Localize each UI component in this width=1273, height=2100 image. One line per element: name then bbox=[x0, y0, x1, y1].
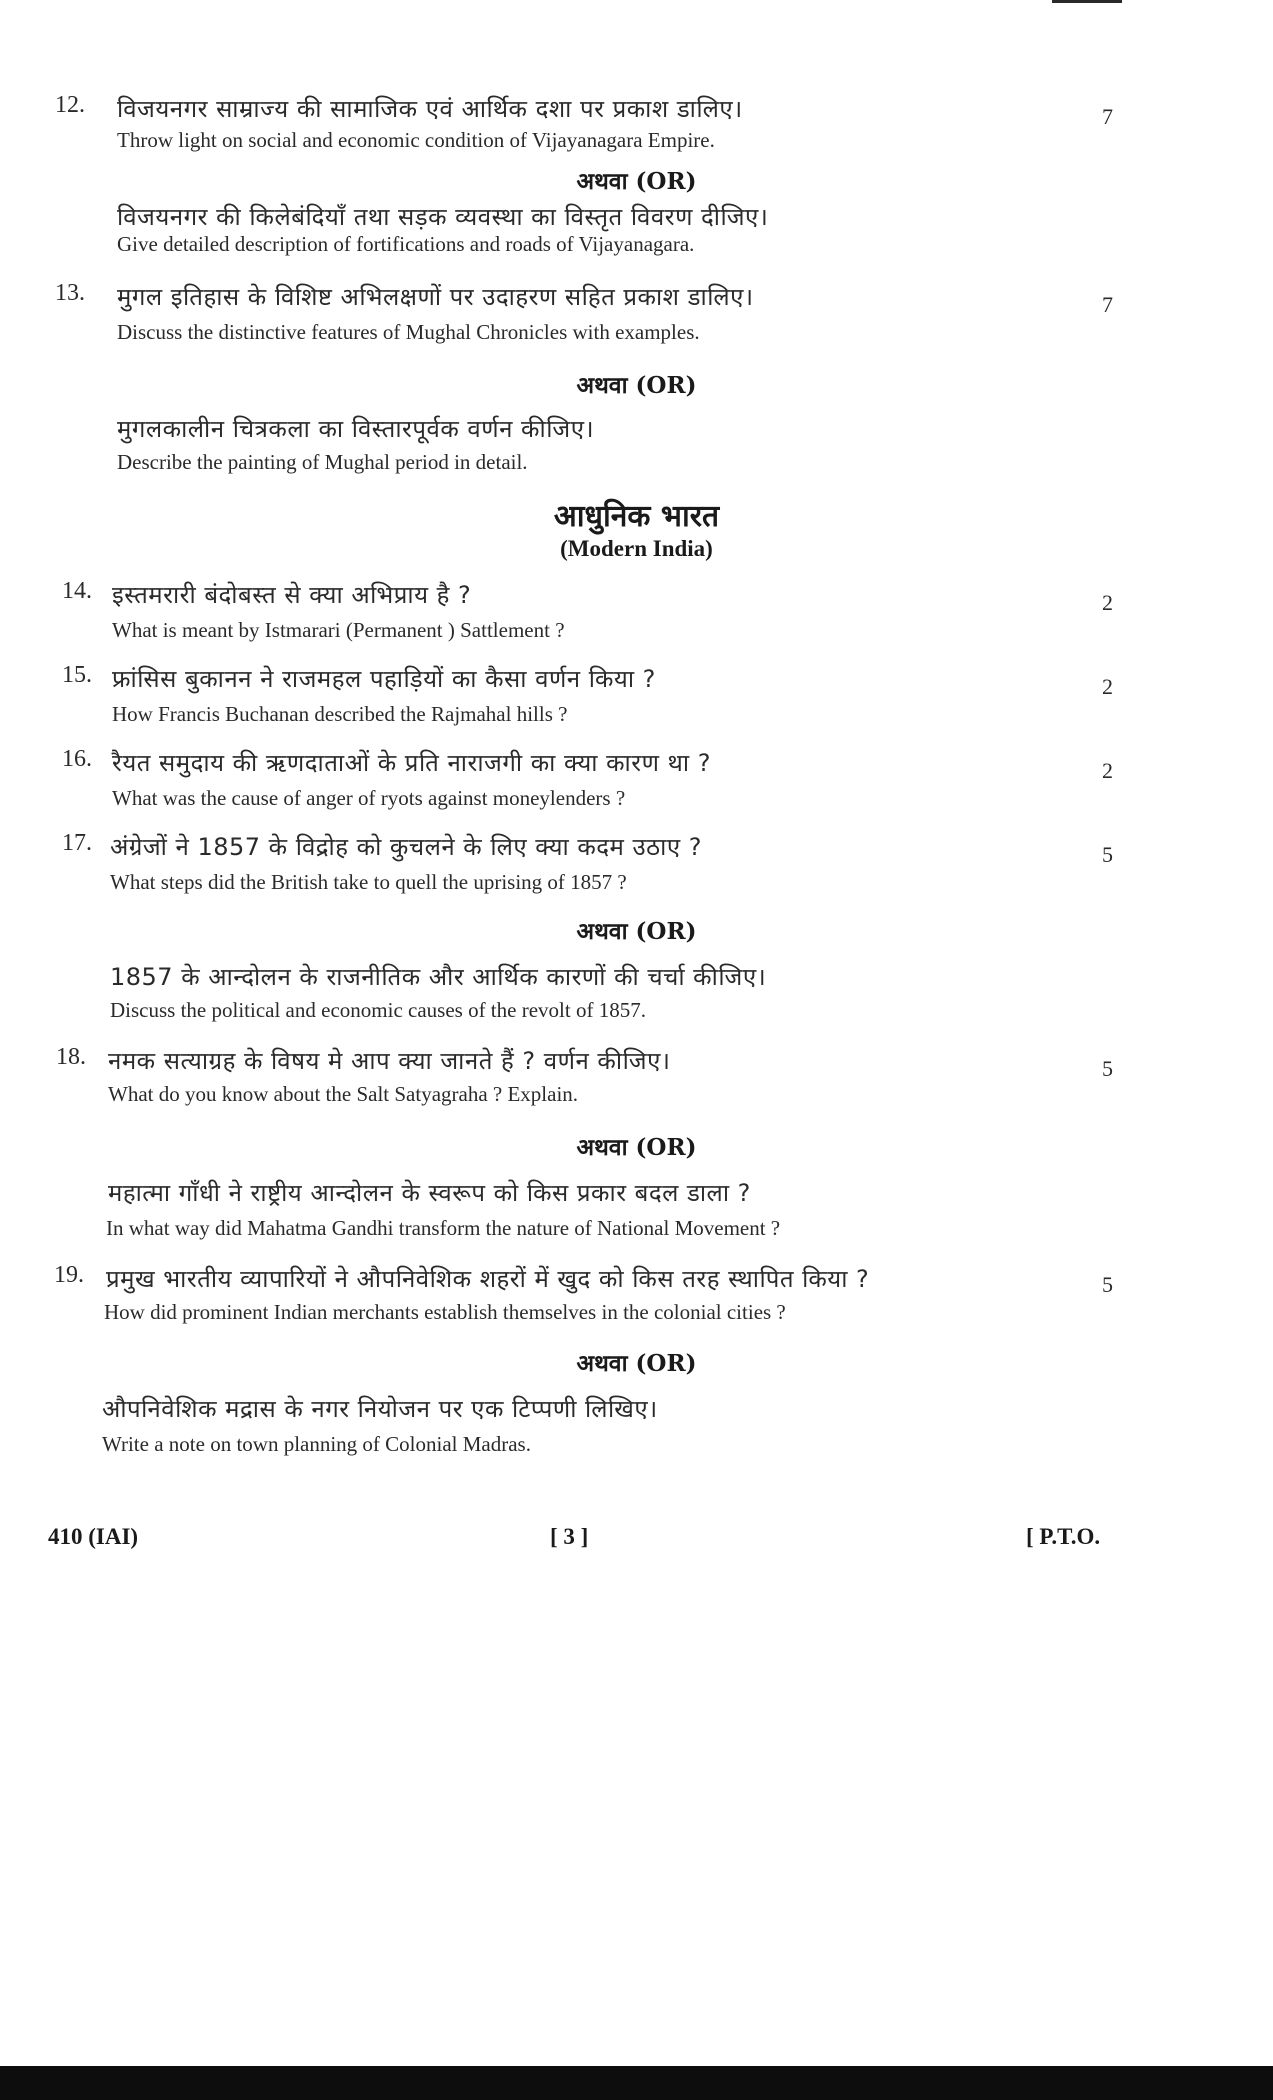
question-text-english: How did prominent Indian merchants establish themselves in the colonial cities ? bbox=[104, 1300, 786, 1324]
alternative-text-english: Describe the painting of Mughal period in detail. bbox=[117, 450, 528, 474]
question-text-english: Discuss the distinctive features of Mughal Chronicles with examples. bbox=[117, 320, 700, 344]
question-text-english: What steps did the British take to quell the uprising of 1857 ? bbox=[110, 870, 627, 894]
question-number: 16. bbox=[62, 746, 92, 772]
section-title-hindi: आधुनिक भारत bbox=[553, 499, 720, 534]
question-text-english: How Francis Buchanan described the Rajmahal hills ? bbox=[112, 702, 568, 726]
question-number: 18. bbox=[56, 1044, 86, 1070]
question-marks: 5 bbox=[1102, 1056, 1113, 1081]
alternative-text-hindi: 1857 के आन्दोलन के राजनीतिक और आर्थिक कारणों की चर्चा कीजिए। bbox=[110, 963, 767, 991]
alternative-text-hindi: मुगलकालीन चित्रकला का विस्तारपूर्वक वर्णन कीजिए। bbox=[117, 415, 595, 443]
top-edge-mark bbox=[1052, 0, 1122, 3]
question-text-hindi: अंग्रेजों ने 1857 के विद्रोह को कुचलने के लिए क्या कदम उठाए ? bbox=[110, 833, 702, 861]
question-marks: 2 bbox=[1102, 590, 1113, 615]
question-text-hindi: फ्रांसिस बुकानन ने राजमहल पहाड़ियों का कैसा वर्णन किया ? bbox=[112, 665, 656, 693]
question-text-hindi: नमक सत्याग्रह के विषय मे आप क्या जानते हैं ? वर्णन कीजिए। bbox=[108, 1047, 671, 1075]
question-marks: 7 bbox=[1102, 292, 1113, 317]
section-title-english: (Modern India) bbox=[560, 536, 713, 561]
question-text-hindi: विजयनगर साम्राज्य की सामाजिक एवं आर्थिक दशा पर प्रकाश डालिए। bbox=[117, 95, 743, 123]
question-marks: 2 bbox=[1102, 758, 1113, 783]
or-heading: अथवा (OR) bbox=[576, 918, 697, 945]
question-text-english: What was the cause of anger of ryots against moneylenders ? bbox=[112, 786, 626, 810]
or-heading: अथवा (OR) bbox=[576, 1350, 697, 1377]
question-number: 14. bbox=[62, 578, 92, 604]
question-number: 19. bbox=[54, 1262, 84, 1288]
or-heading: अथवा (OR) bbox=[576, 1134, 697, 1161]
alternative-text-english: Write a note on town planning of Colonial Madras. bbox=[102, 1432, 531, 1456]
question-marks: 5 bbox=[1102, 842, 1113, 867]
question-number: 13. bbox=[55, 280, 85, 306]
question-text-hindi: इस्तमरारी बंदोबस्त से क्या अभिप्राय है ? bbox=[112, 581, 472, 609]
question-number: 15. bbox=[62, 662, 92, 688]
question-marks: 5 bbox=[1102, 1272, 1113, 1297]
alternative-text-english: Give detailed description of fortifications and roads of Vijayanagara. bbox=[117, 232, 695, 256]
question-text-hindi: रैयत समुदाय की ऋणदाताओं के प्रति नाराजगी का क्या कारण था ? bbox=[112, 749, 711, 777]
question-text-english: Throw light on social and economic condition of Vijayanagara Empire. bbox=[117, 128, 715, 152]
question-number: 17. bbox=[62, 830, 92, 856]
question-text-english: What do you know about the Salt Satyagraha ? Explain. bbox=[108, 1082, 579, 1106]
alternative-text-english: Discuss the political and economic causes of the revolt of 1857. bbox=[110, 998, 646, 1022]
or-heading: अथवा (OR) bbox=[576, 168, 697, 195]
question-marks: 2 bbox=[1102, 674, 1113, 699]
paper-code: 410 (IAI) bbox=[48, 1524, 139, 1549]
question-text-hindi: प्रमुख भारतीय व्यापारियों ने औपनिवेशिक शहरों में खुद को किस तरह स्थापित किया ? bbox=[106, 1265, 870, 1293]
question-text-english: What is meant by Istmarari (Permanent ) Sattlement ? bbox=[112, 618, 565, 642]
please-turn-over: [ P.T.O. bbox=[1026, 1524, 1101, 1549]
scan-bottom-edge bbox=[0, 2066, 1273, 2100]
question-marks: 7 bbox=[1102, 104, 1113, 129]
alternative-text-english: In what way did Mahatma Gandhi transform the nature of National Movement ? bbox=[106, 1216, 781, 1240]
or-heading: अथवा (OR) bbox=[576, 372, 697, 399]
alternative-text-hindi: विजयनगर की किलेबंदियाँ तथा सड़क व्यवस्था का विस्तृत विवरण दीजिए। bbox=[117, 203, 769, 231]
page-number: [ 3 ] bbox=[550, 1524, 589, 1549]
question-number: 12. bbox=[55, 92, 85, 118]
alternative-text-hindi: औपनिवेशिक मद्रास के नगर नियोजन पर एक टिप्पणी लिखिए। bbox=[102, 1395, 658, 1423]
question-text-hindi: मुगल इतिहास के विशिष्ट अभिलक्षणों पर उदाहरण सहित प्रकाश डालिए। bbox=[117, 283, 754, 311]
alternative-text-hindi: महात्मा गाँधी ने राष्ट्रीय आन्दोलन के स्वरूप को किस प्रकार बदल डाला ? bbox=[108, 1179, 751, 1207]
